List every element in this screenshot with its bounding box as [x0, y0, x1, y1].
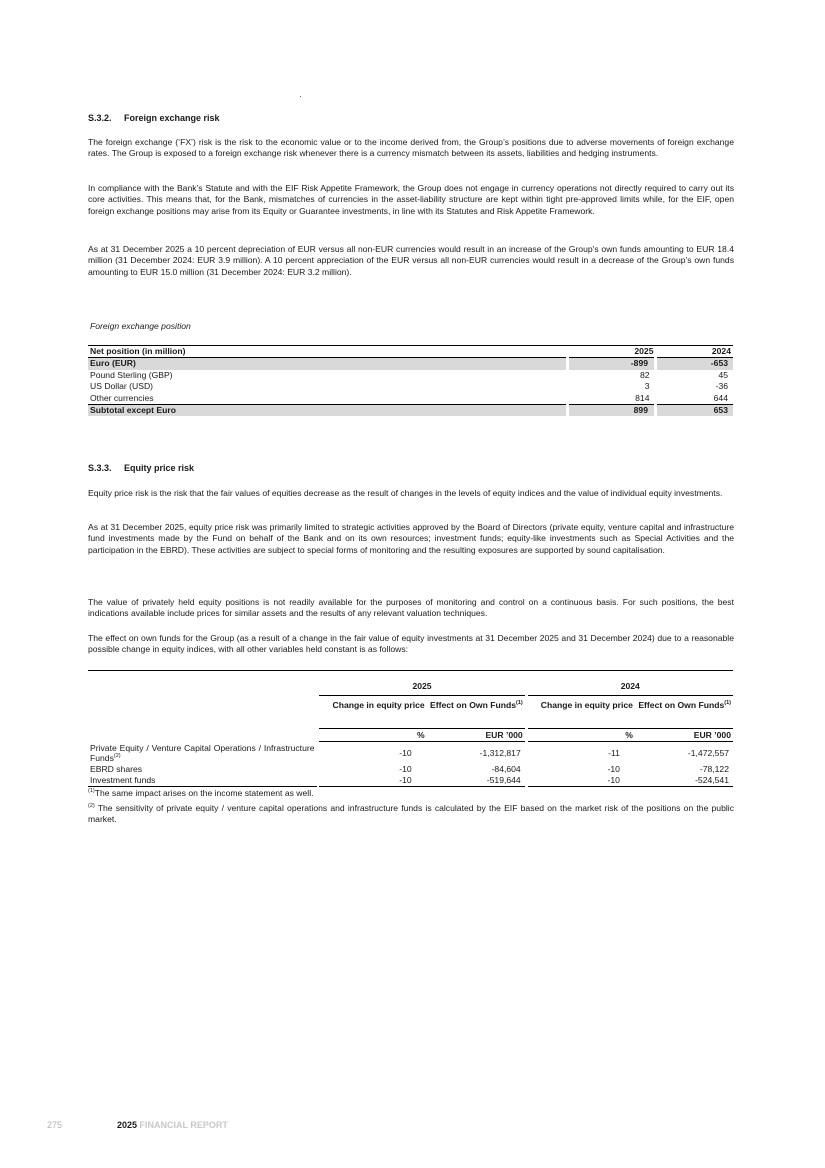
column-header: Change in equity price [319, 696, 426, 729]
row-value-2024: -36 [715, 381, 728, 392]
equity-sensitivity-table [88, 670, 733, 787]
fx-paragraph-2: In compliance with the Bank’s Statute and with the EIF Risk Appetite Framework, the Group does not engage in currency operations not directly required to carry out its core activities. This means that, for the Bank, mismatches of currencies in the asset-liability structure are kept within tight pre-approved limits while, for the EIF, open foreign exchange positions may arise from its Equity or Guarantee investments, in line with its Statutes and Risk Appetite Framework. [88, 183, 734, 216]
row-value-2025: -899 [568, 358, 656, 370]
equity-paragraph-4: The effect on own funds for the Group (as a result of a change in the fair value of equity investments at 31 December 2025 and 31 December 2024) due to a reasonable possible change in equity indices, with all other variables held constant is as follows: [88, 633, 734, 655]
row-label: EBRD shares [90, 764, 143, 775]
year-2025-header: 2025 [319, 679, 524, 696]
equity-paragraph-3: The value of privately held equity positions is not readily available for the purposes of monitoring and control on a continuous basis. For such positions, the best indications available include prices for similar assets and the results of any relevant valuation techniques. [88, 597, 734, 619]
column-header: Effect on Own Funds$^{(1)}$ [635, 696, 733, 729]
row-value-2024: -653 [656, 358, 734, 370]
fx-position-table [88, 345, 733, 416]
units-row [88, 729, 733, 742]
row-value-2025: 82 [639, 369, 650, 380]
page-number: 275 [47, 1120, 63, 1130]
row-label: Subtotal except Euro [88, 405, 568, 417]
row-label: Pound Sterling (GBP) [90, 369, 173, 380]
row-value-2024: 45 [718, 369, 728, 380]
fx-paragraph-1: The foreign exchange (‘FX’) risk is the risk to the economic value or to the income derived from, the Group’s positions due to adverse movements of foreign exchange rates. The Group is exposed to a foreign exchange risk whenever there is a currency mismatch between its assets, liabilities and hedging instruments. [88, 137, 734, 159]
row-label: Private Equity / Venture Capital Operations / Infrastructure Funds$^{(2)}$ [90, 742, 315, 764]
row-value: -10 [399, 748, 412, 759]
unit-label: % [528, 729, 635, 742]
row-value: -519,644 [427, 775, 525, 787]
stray-dot [300, 96, 301, 97]
equity-paragraph-1: Equity price risk is the risk that the fair values of equities decrease as the result of changes in the levels of equity indices and the value of individual equity investments. [88, 488, 723, 498]
row-value-2025: 899 [568, 405, 656, 417]
table-row [88, 370, 733, 381]
table-top-rule [88, 671, 733, 680]
row-label: Other currencies [90, 392, 154, 403]
column-header-row [88, 696, 733, 729]
row-label: Investment funds [88, 775, 317, 787]
row-value: -10 [399, 764, 412, 775]
row-value: -524,541 [635, 775, 733, 787]
row-label: Euro (EUR) [88, 358, 568, 370]
year-2024-header: 2024 [528, 679, 734, 696]
row-value-2024: 644 [713, 392, 728, 403]
fx-table-header [88, 346, 733, 358]
year-header-row [88, 679, 733, 696]
table-row [88, 393, 733, 405]
column-header: Change in equity price [528, 696, 635, 729]
table-row [88, 381, 733, 392]
table-row-subtotal [88, 405, 733, 417]
table-row [88, 358, 733, 370]
row-value: -10 [319, 775, 426, 787]
fx-section-heading: S.3.2. Foreign exchange risk [88, 113, 220, 123]
table-row [88, 775, 733, 787]
row-value: -10 [528, 775, 635, 787]
footer-year: 2025 [117, 1120, 138, 1130]
fx-header-2024: 2024 [656, 346, 734, 358]
fx-header-label: Net position (in million) [88, 346, 568, 358]
equity-section-heading: S.3.3. Equity price risk [88, 463, 195, 473]
row-value-2024: 653 [656, 405, 734, 417]
column-header: Effect on Own Funds$^{(1)}$ [427, 696, 525, 729]
fx-paragraph-3: As at 31 December 2025 a 10 percent depreciation of EUR versus all non-EUR currencies would result in an increase of the Group’s own funds amounting to EUR 18.4 million (31 December 2024: EUR 3.9 million). A 10 percent appreciation of the EUR versus all non-EUR currencies would result in a decrease of the Group’s own funds amounting to EUR 15.0 million (31 December 2024: EUR 3.2 million). [88, 244, 734, 277]
row-value: -84,604 [491, 764, 521, 775]
footnote-1: $^{(1)}$The same impact arises on the income statement as well. [88, 788, 314, 798]
table-row [88, 742, 733, 764]
row-value: -11 [608, 748, 620, 759]
unit-label: EUR ’000 [635, 729, 733, 742]
fx-table-caption: Foreign exchange position [90, 321, 191, 331]
row-value: -1,312,817 [479, 748, 521, 759]
footer-report-name: FINANCIAL REPORT [139, 1120, 228, 1130]
table-row [88, 764, 733, 775]
row-label: US Dollar (USD) [90, 381, 154, 392]
fx-header-2025: 2025 [568, 346, 656, 358]
footnote-2: $^{(2)}$ The sensitivity of private equity / venture capital operations and infrastructure funds is calculated by the EIF based on the market risk of the positions on the public market. [88, 803, 734, 825]
equity-paragraph-2: As at 31 December 2025, equity price risk was primarily limited to strategic activities approved by the Board of Directors (private equity, venture capital and infrastructure fund investments made by the Fund on behalf of the Bank and on its own resources; investment funds; equity-like investments such as Special Activities and the participation in the EBRD). These activities are subject to special forms of monitoring and the resulting exposures are supported by sound capitalisation. [88, 522, 734, 555]
row-value: -10 [607, 764, 620, 775]
page-footer [47, 1120, 228, 1131]
unit-label: % [319, 729, 426, 742]
row-value: -78,122 [699, 764, 729, 775]
row-value-2025: 3 [644, 381, 650, 392]
row-value-2025: 814 [635, 392, 650, 403]
unit-label: EUR ’000 [427, 729, 525, 742]
row-value: -1,472,557 [687, 748, 729, 759]
